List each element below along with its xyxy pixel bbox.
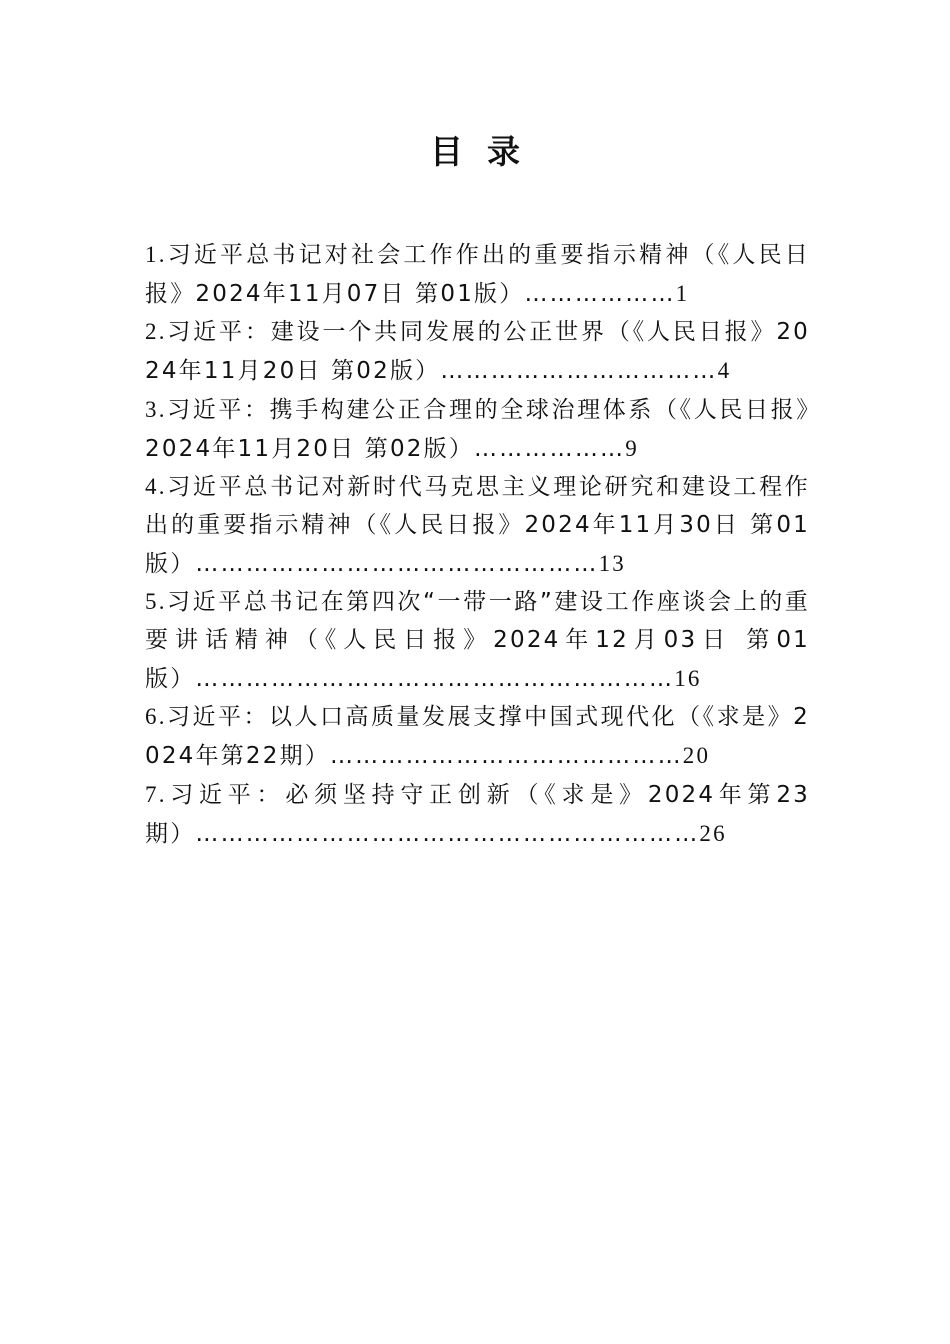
toc-entry-5[interactable] — [145, 583, 810, 698]
toc-entry-7[interactable] — [145, 776, 810, 853]
toc-entry-4[interactable] — [145, 468, 810, 583]
entry-page: 9 — [625, 435, 639, 461]
entry-page: 1 — [675, 280, 690, 306]
entry-page: 4 — [717, 358, 732, 384]
entry-text: 习近平：以人口高质量发展支撑中国式现代化（《求是》2024年第22期） — [145, 704, 810, 770]
entry-page: 26 — [699, 820, 727, 846]
entry-number: 7. — [145, 781, 167, 807]
entry-leader: …………………………………………………… — [195, 820, 700, 847]
entry-leader: ……………… — [474, 435, 626, 462]
entry-leader: ………………………………………………… — [195, 665, 675, 692]
entry-text: 习近平：建设一个共同发展的公正世界（《人民日报》2024年11月20日 第02版） — [145, 319, 810, 385]
entry-leader: ………………………………………… — [195, 550, 599, 577]
entry-leader: …………………………… — [440, 358, 718, 385]
entry-text: 习近平总书记在第四次“一带一路”建设工作座谈会上的重要讲话精神（《人民日报》2024年12月03日 第01版） — [145, 589, 810, 692]
entry-text: 习近平总书记对新时代马克思主义理论研究和建设工程作出的重要指示精神（《人民日报》2024年11月30日 第01版） — [145, 474, 810, 577]
toc-entry-6[interactable] — [145, 698, 810, 775]
entry-number: 2. — [145, 319, 167, 345]
entry-number: 1. — [145, 242, 167, 267]
table-of-contents — [145, 236, 810, 853]
entry-number: 3. — [145, 396, 167, 422]
entry-page: 20 — [682, 743, 711, 769]
entry-leader: ……………… — [524, 280, 676, 307]
entry-text: 习近平总书记对社会工作作出的重要指示精神（《人民日报》2024年11月07日 第01版） — [145, 242, 810, 307]
toc-entry-2[interactable] — [145, 313, 810, 390]
toc-entry-3[interactable] — [145, 391, 810, 468]
entry-text: 习近平：必须坚持守正创新（《求是》2024年第23期） — [145, 781, 810, 847]
entry-page: 13 — [598, 550, 627, 576]
entry-text: 习近平：携手构建公正合理的全球治理体系（《人民日报》2024年11月20日 第02版） — [145, 396, 810, 462]
entry-leader: …………………………………… — [329, 743, 683, 770]
entry-number: 5. — [145, 589, 167, 615]
entry-number: 6. — [145, 704, 167, 730]
toc-entry-1[interactable] — [145, 236, 810, 313]
entry-number: 4. — [145, 474, 167, 500]
entry-page: 16 — [674, 665, 702, 691]
toc-title: 目录 — [430, 132, 544, 171]
